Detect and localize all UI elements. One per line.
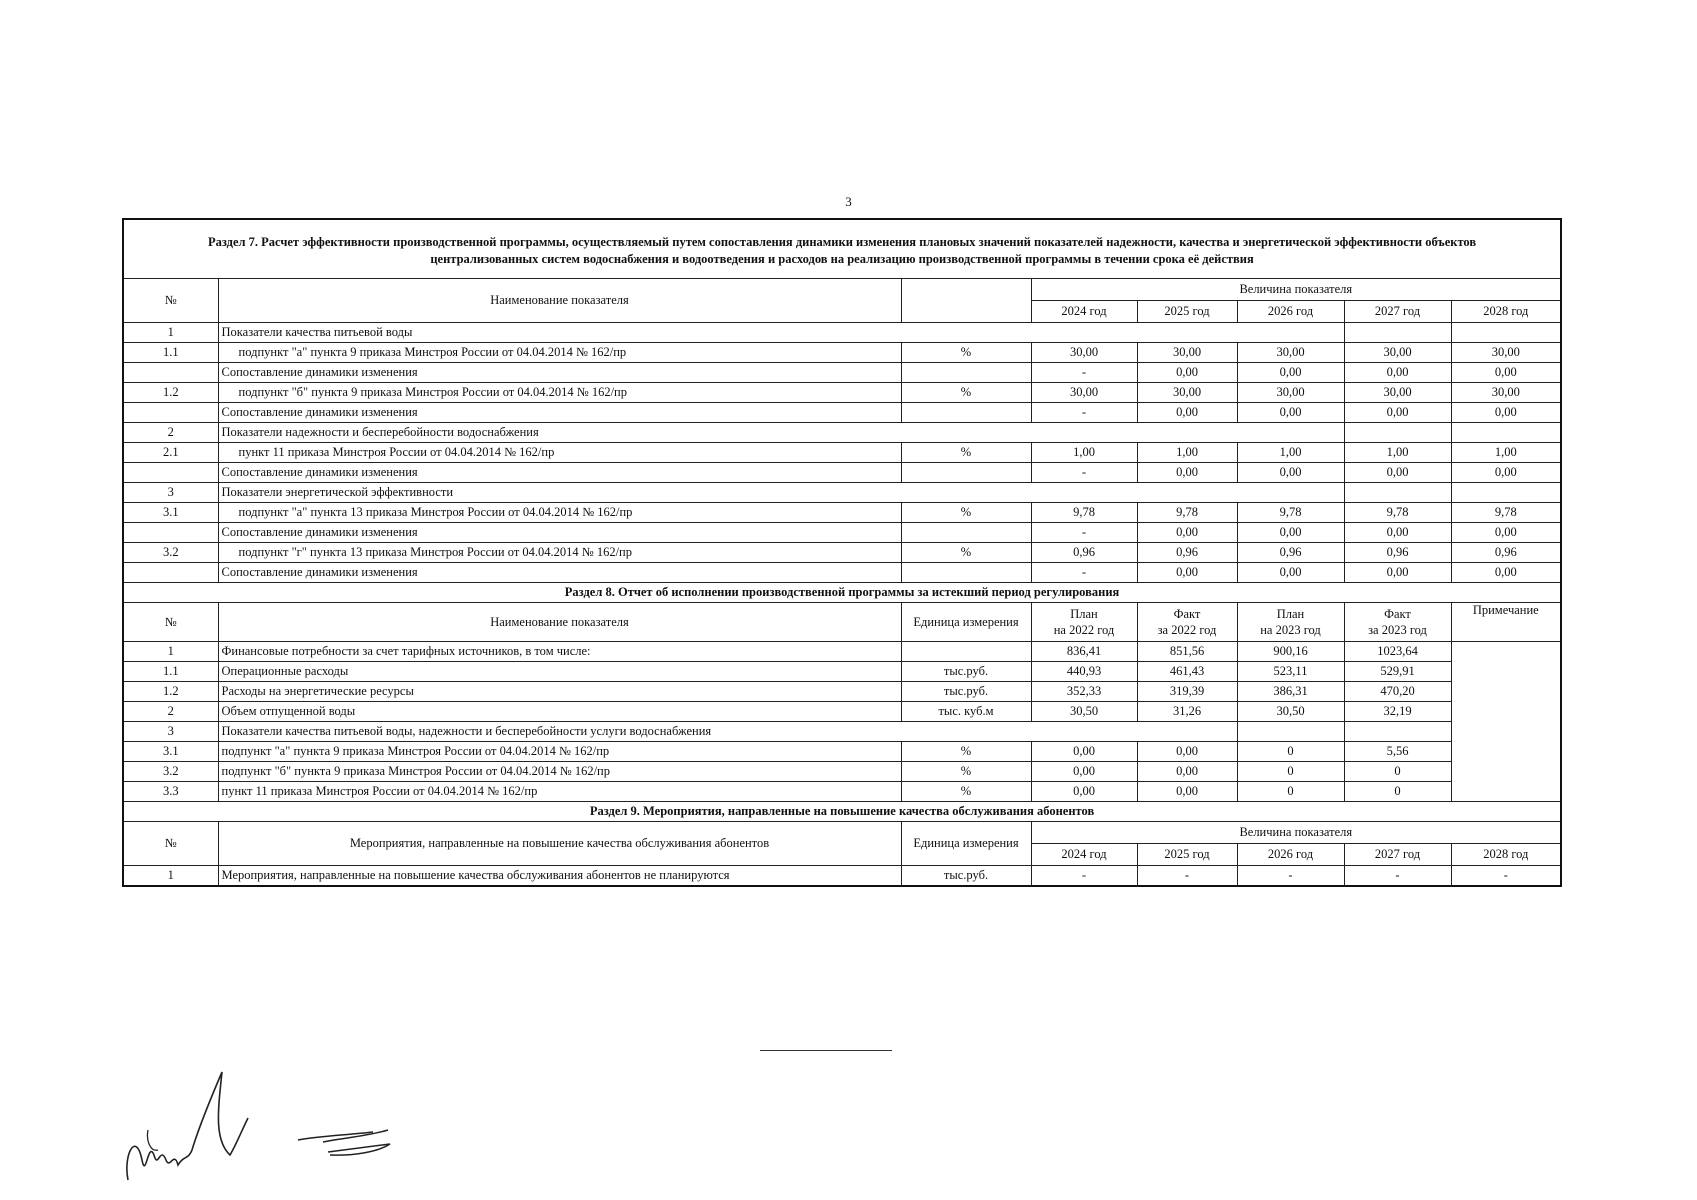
row-name: Сопоставление динамики изменения — [218, 403, 901, 423]
col-header-year: 2025 год — [1137, 844, 1237, 866]
col-header-unit: Единица измерения — [901, 603, 1031, 642]
empty-cell — [1344, 323, 1451, 343]
value-cell: 30,50 — [1237, 702, 1344, 722]
row-number: 1 — [123, 866, 218, 887]
value-cell: 1,00 — [1237, 443, 1344, 463]
row-number: 1 — [123, 642, 218, 662]
table-row — [123, 523, 1561, 543]
row-name: подпункт "а" пункта 9 приказа Минстроя России от 04.04.2014 № 162/пр — [218, 742, 901, 762]
row-number — [123, 363, 218, 383]
row-number: 3.2 — [123, 762, 218, 782]
value-cell: - — [1031, 563, 1137, 583]
row-number: 3.1 — [123, 503, 218, 523]
empty-cell — [1344, 423, 1451, 443]
value-cell: 0,00 — [1137, 782, 1237, 802]
value-cell: 0,00 — [1451, 363, 1561, 383]
row-number: 1 — [123, 323, 218, 343]
row-name: Сопоставление динамики изменения — [218, 463, 901, 483]
row-number: 3.2 — [123, 543, 218, 563]
col-header-line: на 2023 год — [1260, 623, 1321, 637]
value-cell: - — [1344, 866, 1451, 887]
value-cell: 1,00 — [1031, 443, 1137, 463]
value-cell: 900,16 — [1237, 642, 1344, 662]
table-row — [123, 443, 1561, 463]
value-cell: 0,00 — [1137, 523, 1237, 543]
value-cell: 30,00 — [1451, 343, 1561, 363]
row-name: пункт 11 приказа Минстроя России от 04.04.2014 № 162/пр — [218, 443, 901, 463]
header-row — [123, 603, 1561, 642]
col-header-year: 2027 год — [1344, 301, 1451, 323]
row-unit — [901, 363, 1031, 383]
value-cell: 32,19 — [1344, 702, 1451, 722]
value-cell: - — [1237, 866, 1344, 887]
row-name: подпункт "б" пункта 9 приказа Минстроя России от 04.04.2014 № 162/пр — [218, 383, 901, 403]
row-group-title: Показатели энергетической эффективности — [218, 483, 1344, 503]
value-cell: 461,43 — [1137, 662, 1237, 682]
page-number: 3 — [845, 194, 852, 209]
col-header-value-group: Величина показателя — [1031, 822, 1561, 844]
row-unit: % — [901, 543, 1031, 563]
table-row — [123, 363, 1561, 383]
col-header-year: 2024 год — [1031, 844, 1137, 866]
value-cell: 0,00 — [1137, 742, 1237, 762]
value-cell: 30,00 — [1237, 383, 1344, 403]
row-number: 3 — [123, 722, 218, 742]
table-row — [123, 702, 1561, 722]
value-cell: 30,00 — [1237, 343, 1344, 363]
col-header-year: 2024 год — [1031, 301, 1137, 323]
col-header-note: Примечание — [1451, 603, 1561, 642]
table-row — [123, 383, 1561, 403]
table-row — [123, 742, 1561, 762]
empty-cell — [1451, 483, 1561, 503]
section-title-row — [123, 802, 1561, 822]
value-cell: 836,41 — [1031, 642, 1137, 662]
row-unit — [901, 563, 1031, 583]
row-unit — [901, 642, 1031, 662]
value-cell: 0,96 — [1031, 543, 1137, 563]
table-row — [123, 483, 1561, 503]
value-cell: 352,33 — [1031, 682, 1137, 702]
value-cell: 0,00 — [1451, 523, 1561, 543]
col-header-name: Наименование показателя — [218, 603, 901, 642]
value-cell: - — [1031, 866, 1137, 887]
row-number: 1.1 — [123, 662, 218, 682]
row-number: 3.3 — [123, 782, 218, 802]
value-cell: - — [1031, 463, 1137, 483]
col-header-period — [1344, 603, 1451, 642]
col-header-no: № — [123, 603, 218, 642]
value-cell: - — [1031, 403, 1137, 423]
value-cell: 0,00 — [1031, 782, 1137, 802]
value-cell: 0 — [1237, 782, 1344, 802]
indicators-table — [122, 218, 1562, 887]
value-cell: 30,00 — [1137, 383, 1237, 403]
row-number: 3.1 — [123, 742, 218, 762]
value-cell: 0,00 — [1137, 563, 1237, 583]
row-name: Сопоставление динамики изменения — [218, 523, 901, 543]
value-cell: 30,50 — [1031, 702, 1137, 722]
row-group-title: Показатели качества питьевой воды, надежности и бесперебойности услуги водоснабжения — [218, 722, 1237, 742]
table-row — [123, 662, 1561, 682]
value-cell: 0,00 — [1344, 363, 1451, 383]
value-cell: - — [1137, 866, 1237, 887]
value-cell: 9,78 — [1451, 503, 1561, 523]
value-cell: 0,00 — [1237, 403, 1344, 423]
value-cell: 0,00 — [1451, 563, 1561, 583]
row-unit: тыс.руб. — [901, 866, 1031, 887]
value-cell: 30,00 — [1031, 343, 1137, 363]
value-cell: 31,26 — [1137, 702, 1237, 722]
col-header-unit: Единица измерения — [901, 822, 1031, 866]
note-cell — [1451, 642, 1561, 802]
table-row — [123, 323, 1561, 343]
table-row — [123, 463, 1561, 483]
row-number: 1.2 — [123, 383, 218, 403]
table-row — [123, 682, 1561, 702]
value-cell: 0,00 — [1451, 403, 1561, 423]
col-header-value-group: Величина показателя — [1031, 279, 1561, 301]
value-cell: 0 — [1237, 762, 1344, 782]
row-unit: % — [901, 762, 1031, 782]
section7-title: Раздел 7. Расчет эффективности производственной программы, осуществляемый путем сопоставления динамики изменения плановых значений показателей надежности, качества и энергетической эффективности объектов централизованных систем водоснабжения и водоотведения и расходов на реализацию производственной программы в течении срока её действия — [123, 219, 1561, 279]
value-cell: 0,00 — [1237, 363, 1344, 383]
row-group-title: Показатели надежности и бесперебойности водоснабжения — [218, 423, 1344, 443]
table-row — [123, 866, 1561, 887]
row-name: подпункт "а" пункта 13 приказа Минстроя России от 04.04.2014 № 162/пр — [218, 503, 901, 523]
col-header-line: на 2022 год — [1053, 623, 1115, 637]
row-name: Сопоставление динамики изменения — [218, 363, 901, 383]
value-cell: 0,96 — [1137, 543, 1237, 563]
col-header-no: № — [123, 279, 218, 323]
value-cell: 0,96 — [1237, 543, 1344, 563]
value-cell: 0 — [1237, 742, 1344, 762]
row-name: Объем отпущенной воды — [218, 702, 901, 722]
value-cell: 30,00 — [1137, 343, 1237, 363]
empty-cell — [1451, 323, 1561, 343]
value-cell: 0,00 — [1237, 463, 1344, 483]
col-header-unit — [901, 279, 1031, 323]
value-cell: 1023,64 — [1344, 642, 1451, 662]
row-number — [123, 563, 218, 583]
value-cell: 30,00 — [1344, 383, 1451, 403]
table-row — [123, 343, 1561, 363]
row-unit: % — [901, 343, 1031, 363]
table-row — [123, 642, 1561, 662]
col-header-year: 2027 год — [1344, 844, 1451, 866]
row-name: Операционные расходы — [218, 662, 901, 682]
col-header-line: Факт — [1384, 607, 1411, 621]
value-cell: 0,00 — [1344, 523, 1451, 543]
value-cell: 30,00 — [1344, 343, 1451, 363]
col-header-line: План — [1070, 607, 1098, 621]
value-cell: 0,00 — [1137, 762, 1237, 782]
value-cell: 0,00 — [1031, 762, 1137, 782]
value-cell: 0,00 — [1237, 523, 1344, 543]
value-cell: 0,96 — [1344, 543, 1451, 563]
row-number: 1.1 — [123, 343, 218, 363]
value-cell: 0,00 — [1237, 563, 1344, 583]
row-number: 2 — [123, 702, 218, 722]
col-header-line: за 2023 год — [1368, 623, 1427, 637]
row-number — [123, 403, 218, 423]
value-cell: 9,78 — [1344, 503, 1451, 523]
col-header-line: Факт — [1173, 607, 1201, 621]
value-cell: 30,00 — [1451, 383, 1561, 403]
table-row — [123, 782, 1561, 802]
col-header-period — [1137, 603, 1237, 642]
row-name: Расходы на энергетические ресурсы — [218, 682, 901, 702]
value-cell: 851,56 — [1137, 642, 1237, 662]
value-cell: 5,56 — [1344, 742, 1451, 762]
table-body — [123, 219, 1561, 886]
value-cell: 9,78 — [1237, 503, 1344, 523]
row-unit — [901, 403, 1031, 423]
section8-title: Раздел 8. Отчет об исполнении производственной программы за истекший период регулирования — [123, 583, 1561, 603]
empty-cell — [1237, 722, 1344, 742]
col-header-period — [1237, 603, 1344, 642]
value-cell: 9,78 — [1137, 503, 1237, 523]
value-cell: 0,00 — [1031, 742, 1137, 762]
value-cell: 0 — [1344, 782, 1451, 802]
value-cell: - — [1031, 523, 1137, 543]
value-cell: 0,00 — [1137, 403, 1237, 423]
header-row — [123, 822, 1561, 844]
value-cell: 319,39 — [1137, 682, 1237, 702]
row-number: 2.1 — [123, 443, 218, 463]
value-cell: 0,00 — [1451, 463, 1561, 483]
value-cell: 30,00 — [1031, 383, 1137, 403]
value-cell: 0,00 — [1344, 563, 1451, 583]
table-row — [123, 423, 1561, 443]
table-row — [123, 403, 1561, 423]
value-cell: 0,00 — [1344, 463, 1451, 483]
col-header-name: Наименование показателя — [218, 279, 901, 323]
row-name: подпункт "а" пункта 9 приказа Минстроя России от 04.04.2014 № 162/пр — [218, 343, 901, 363]
col-header-year: 2025 год — [1137, 301, 1237, 323]
row-name: Мероприятия, направленные на повышение качества обслуживания абонентов не планируются — [218, 866, 901, 887]
row-number: 2 — [123, 423, 218, 443]
value-cell: 9,78 — [1031, 503, 1137, 523]
col-header-year: 2028 год — [1451, 844, 1561, 866]
value-cell: 523,11 — [1237, 662, 1344, 682]
col-header-no: № — [123, 822, 218, 866]
value-cell: - — [1031, 363, 1137, 383]
table-row — [123, 503, 1561, 523]
row-unit — [901, 523, 1031, 543]
separator-line — [760, 1050, 892, 1051]
empty-cell — [1344, 722, 1451, 742]
value-cell: 0,00 — [1344, 403, 1451, 423]
value-cell: 1,00 — [1137, 443, 1237, 463]
col-header-period — [1031, 603, 1137, 642]
row-unit: тыс. куб.м — [901, 702, 1031, 722]
row-name: Сопоставление динамики изменения — [218, 563, 901, 583]
section-title-row — [123, 583, 1561, 603]
table-row — [123, 543, 1561, 563]
row-unit: % — [901, 782, 1031, 802]
value-cell: 470,20 — [1344, 682, 1451, 702]
value-cell: 386,31 — [1237, 682, 1344, 702]
row-name: подпункт "б" пункта 9 приказа Минстроя России от 04.04.2014 № 162/пр — [218, 762, 901, 782]
row-name: Финансовые потребности за счет тарифных источников, в том числе: — [218, 642, 901, 662]
col-header-line: за 2022 год — [1157, 623, 1217, 637]
row-unit: % — [901, 443, 1031, 463]
col-header-line: План — [1276, 607, 1305, 621]
row-unit: % — [901, 503, 1031, 523]
row-number: 3 — [123, 483, 218, 503]
row-number: 1.2 — [123, 682, 218, 702]
value-cell: - — [1451, 866, 1561, 887]
row-name: подпункт "г" пункта 13 приказа Минстроя России от 04.04.2014 № 162/пр — [218, 543, 901, 563]
value-cell: 0 — [1344, 762, 1451, 782]
row-unit: тыс.руб. — [901, 662, 1031, 682]
row-unit — [901, 463, 1031, 483]
row-unit: % — [901, 742, 1031, 762]
value-cell: 0,00 — [1137, 363, 1237, 383]
value-cell: 1,00 — [1344, 443, 1451, 463]
col-header-year: 2026 год — [1237, 301, 1344, 323]
empty-cell — [1451, 423, 1561, 443]
row-number — [123, 463, 218, 483]
row-number — [123, 523, 218, 543]
col-header-name: Мероприятия, направленные на повышение качества обслуживания абонентов — [218, 822, 901, 866]
table-row — [123, 762, 1561, 782]
value-cell: 1,00 — [1451, 443, 1561, 463]
row-name: пункт 11 приказа Минстроя России от 04.04.2014 № 162/пр — [218, 782, 901, 802]
col-header-year: 2026 год — [1237, 844, 1344, 866]
table-row — [123, 563, 1561, 583]
value-cell: 0,96 — [1451, 543, 1561, 563]
section9-title: Раздел 9. Мероприятия, направленные на повышение качества обслуживания абонентов — [123, 802, 1561, 822]
row-unit: % — [901, 383, 1031, 403]
table-row — [123, 722, 1561, 742]
value-cell: 0,00 — [1137, 463, 1237, 483]
row-group-title: Показатели качества питьевой воды — [218, 323, 1344, 343]
col-header-year: 2028 год — [1451, 301, 1561, 323]
handwritten-signature — [118, 1060, 438, 1190]
value-cell: 529,91 — [1344, 662, 1451, 682]
value-cell: 440,93 — [1031, 662, 1137, 682]
empty-cell — [1344, 483, 1451, 503]
row-unit: тыс.руб. — [901, 682, 1031, 702]
